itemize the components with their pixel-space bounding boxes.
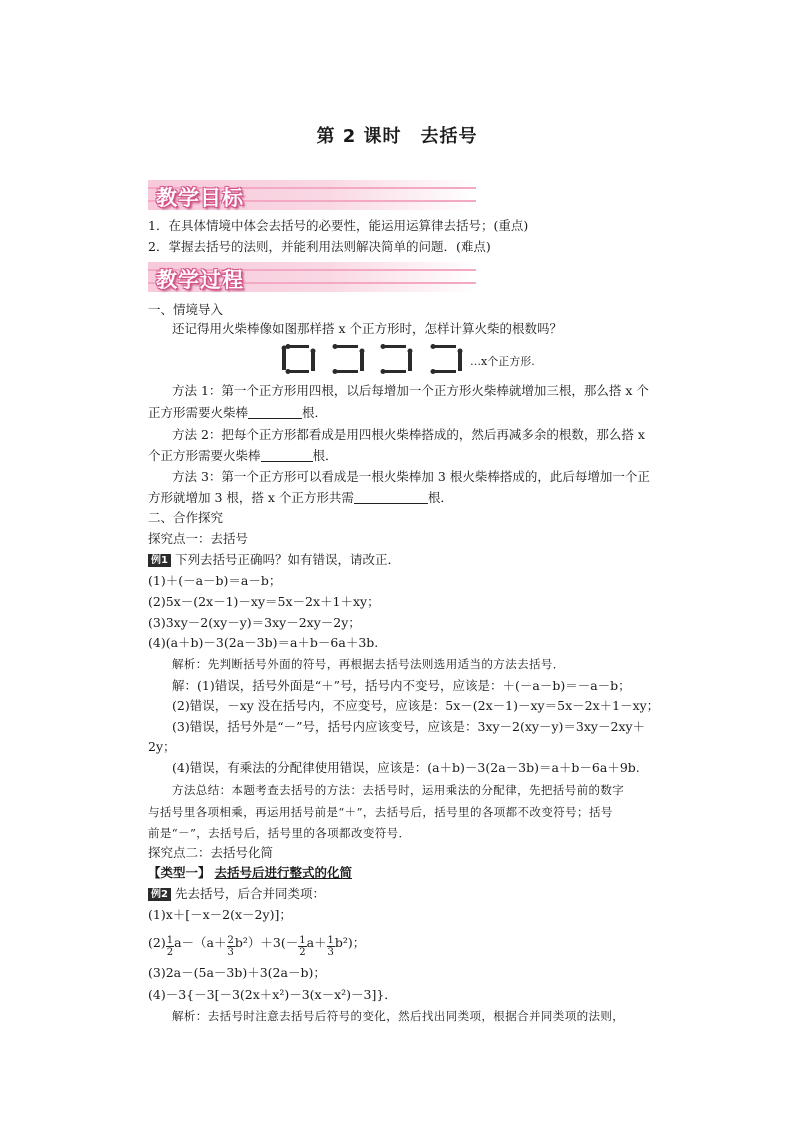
method1-line1: 方法 1：第一个正方形用四根，以后每增加一个正方形火柴棒就增加三根，那么搭 x 个 <box>172 383 649 398</box>
goal-item: 2．掌握去括号的法则，并能利用法则解决简单的问题．(难点) <box>148 239 491 254</box>
example2-item: (3)2a－(5a－3b)＋3(2a－b)； <box>148 965 326 980</box>
answer-blank[interactable] <box>248 406 302 419</box>
page-title: 第 2 课时 去括号 <box>316 126 478 147</box>
example1-item: (3)3xy－2(xy－y)＝3xy－2xy－2y； <box>148 615 361 630</box>
example1-item: (2)5x－(2x－1)－xy＝5x－2x＋1＋xy； <box>148 594 380 609</box>
method-summary-line: 方法总结：本题考查去括号的方法：去括号时，运用乘法的分配律，先把括号前的数字 <box>172 783 625 797</box>
method-summary-line: 与括号里各项相乘，再运用括号前是“＋”，去括号后，括号里的各项都不改变符号；括号 <box>148 805 613 819</box>
solution-line: (4)错误，有乘法的分配律使用错误，应该是：(a＋b)－3(2a－3b)＝a＋b－6a＋9b. <box>172 760 640 775</box>
section-title-goals: 教学目标 <box>156 186 244 210</box>
explore-heading: 二、合作探究 <box>148 510 224 525</box>
answer-blank[interactable] <box>261 449 313 462</box>
example2-analysis: 解析：去括号时注意去括号后符号的变化，然后找出同类项，根据合并同类项的法则， <box>172 1009 625 1023</box>
explore-point1: 探究点一：去括号 <box>148 531 249 546</box>
section-banner-process <box>148 262 476 292</box>
method3-line1: 方法 3：第一个正方形可以看成是一根火柴棒加 3 根火柴棒搭成的，此后每增加一个正 <box>172 469 650 484</box>
answer-blank[interactable] <box>354 491 428 504</box>
section-title-process: 教学过程 <box>156 268 244 292</box>
method-summary-line: 前是“－”，去括号后，括号里的各项都改变符号． <box>148 826 411 840</box>
example2-item: (1)x＋[－x－2(x－2y)]； <box>148 907 292 922</box>
intro-question: 还记得用火柴棒像如图那样搭 x 个正方形时，怎样计算火柴的根数吗？ <box>172 321 562 336</box>
solution-line: 解：(1)错误，括号外面是“＋”号，括号内不变号，应该是：＋(－a－b)＝－a－b； <box>172 678 631 693</box>
example1-prompt: 例1 下列去括号正确吗？如有错误，请改正． <box>148 551 648 568</box>
method3-line2: 方形就增加 3 根，搭 x 个正方形共需 根． <box>148 490 453 505</box>
example-label: 例2 <box>148 888 171 901</box>
type1-heading: 【类型一】 去括号后进行整式的化简 <box>148 865 353 880</box>
method1-line2: 正方形需要火柴棒 根． <box>148 405 328 420</box>
example1-analysis: 解析：先判断括号外面的符号，再根据去括号法则选用适当的方法去括号． <box>172 657 565 671</box>
example2-item: (2) $\frac{1}{2}$ a－（a＋ $\frac{2}{3}$ b²）＋3(－ $\frac{1}{2}$ a＋ $\frac{1}{3}$ b²)； <box>148 935 366 958</box>
matchstick-figure <box>276 343 476 377</box>
solution-line: (3)错误，括号外是“－”号，括号内应该变号，应该是：3xy－2(xy－y)＝3xy－2xy＋ <box>172 719 646 734</box>
solution-line: (2)错误，－xy 没在括号内，不应变号，应该是：5x－(2x－1)－xy＝5x－2x＋1－xy； <box>172 698 660 713</box>
intro-heading: 一、情境导入 <box>148 302 224 317</box>
goal-item: 1．在具体情境中体会去括号的必要性，能运用运算律去括号；(重点) <box>148 218 529 233</box>
method2-line2: 个正方形需要火柴棒 根． <box>148 448 338 463</box>
example1-item: (4)(a＋b)－3(2a－3b)＝a＋b－6a＋3b. <box>148 635 379 650</box>
explore-point2: 探究点二：去括号化简 <box>148 845 274 860</box>
method2-line1: 方法 2：把每个正方形都看成是用四根火柴棒搭成的，然后再减多余的根数，那么搭 x <box>172 427 645 442</box>
example1-item: (1)＋(－a－b)＝a－b； <box>148 573 282 588</box>
section-banner-goals <box>148 180 476 210</box>
example-label: 例1 <box>148 554 171 567</box>
example2-prompt: 例2 先去括号，后合并同类项： <box>148 885 648 902</box>
type1-title: 去括号后进行整式的化简 <box>214 865 353 880</box>
example2-item: (4)－3{－3[－3(2x＋x²)－3(x－x²)－3]}． <box>148 987 397 1002</box>
figure-caption: …x个正方形. <box>470 355 535 368</box>
solution-line: 2y； <box>148 739 176 754</box>
